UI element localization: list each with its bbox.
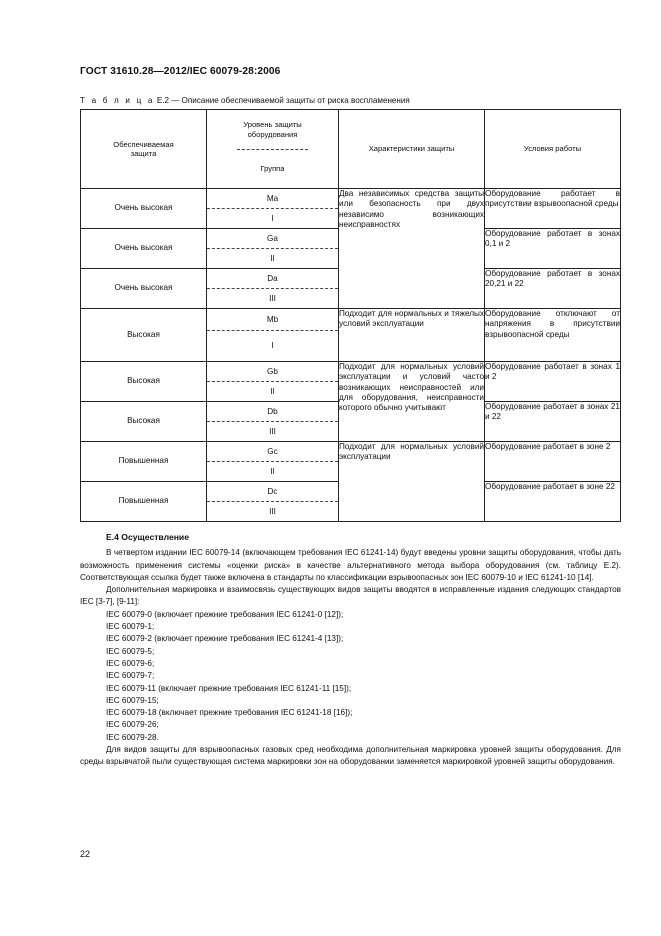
table-caption-text: Е.2 — Описание обеспечиваемой защиты от риска воспламенения bbox=[156, 96, 410, 105]
level-value: Gc bbox=[207, 442, 338, 462]
conditions-cell: Оборудование работает в зонах 1 и 2 bbox=[485, 362, 621, 402]
level-value: Ma bbox=[207, 189, 338, 209]
protection-cell: Высокая bbox=[81, 362, 207, 402]
header-level-group bbox=[207, 110, 339, 189]
conditions-cell: Оборудование работает в присутствии взрывоопасной среды bbox=[485, 189, 621, 229]
header-conditions: Условия работы bbox=[485, 110, 621, 189]
table-row bbox=[81, 309, 621, 362]
list-item: IEC 60079-26; bbox=[106, 720, 159, 730]
section-body bbox=[80, 531, 621, 769]
level-group-cell bbox=[207, 309, 339, 362]
group-value: II bbox=[270, 467, 275, 476]
conditions-cell: Оборудование работает в зонах 20,21 и 22 bbox=[485, 269, 621, 309]
list-item: IEC 60079-11 (включает прежние требования IEC 61241-11 [15]); bbox=[106, 683, 352, 693]
protection-cell: Повышенная bbox=[81, 442, 207, 482]
group-value: I bbox=[271, 341, 274, 350]
conditions-cell: Оборудование работает в зонах 21 и 22 bbox=[485, 402, 621, 442]
list-item: IEC 60079-1; bbox=[106, 622, 155, 632]
level-value: Ga bbox=[207, 229, 338, 249]
list-item: IEC 60079-2 (включает прежние требования IEC 61241-4 [13]); bbox=[106, 634, 344, 644]
list-item: IEC 60079-15; bbox=[106, 695, 159, 705]
group-value: II bbox=[270, 254, 275, 263]
level-value: Gb bbox=[207, 362, 338, 382]
document-header: ГОСТ 31610.28—2012/IEC 60079-28:2006 bbox=[80, 66, 281, 77]
level-value: Da bbox=[207, 269, 338, 289]
protection-table bbox=[80, 109, 621, 522]
conditions-cell: Оборудование работает в зоне 2 bbox=[485, 442, 621, 482]
protection-cell: Высокая bbox=[81, 309, 207, 362]
protection-cell: Повышенная bbox=[81, 482, 207, 522]
level-group-cell bbox=[207, 189, 339, 229]
paragraph: Дополнительная маркировка и взаимосвязь существующих видов защиты вводятся в исправленные издания следующих стандартов IEC [3-7], [9-11]: bbox=[80, 585, 621, 607]
characteristics-cell: Два независимых средства защиты или безопасность при двух независимо возникающих неисправностях bbox=[339, 189, 485, 309]
conditions-cell: Оборудование работает в зонах 0,1 и 2 bbox=[485, 229, 621, 269]
paragraph: В четвертом издании IEC 60079-14 (включающем требования IEC 61241-14) будут введены уровни защиты оборудования, чтобы дать возможность применения системы «оценки риска» в качестве альтернативного метода выбора оборудования (см. таблицу Е.2). Соответствующая ссылка будет также включена в стандарты по классификации взрывоопасных зон IEC 60079-10 и IEC 61241-10 [14]. bbox=[80, 548, 621, 582]
protection-cell: Очень высокая bbox=[81, 269, 207, 309]
list-item: IEC 60079-0 (включает прежние требования IEC 61241-0 [12]); bbox=[106, 609, 344, 619]
list-item: IEC 60079-18 (включает прежние требования IEC 61241-18 [16]); bbox=[106, 708, 353, 718]
level-group-cell bbox=[207, 442, 339, 482]
header-level: Уровень защиты оборудования bbox=[243, 120, 302, 139]
group-value: III bbox=[269, 427, 276, 436]
level-group-cell bbox=[207, 402, 339, 442]
level-group-cell bbox=[207, 362, 339, 402]
level-group-cell bbox=[207, 482, 339, 522]
group-value: I bbox=[271, 214, 274, 223]
header-characteristics: Характеристики защиты bbox=[339, 110, 485, 189]
characteristics-cell: Подходит для нормальных и тяжелых условий эксплуатации bbox=[339, 309, 485, 362]
group-value: II bbox=[270, 387, 275, 396]
header-group: Группа bbox=[260, 164, 285, 174]
page-number: 22 bbox=[80, 849, 91, 859]
level-value: Db bbox=[207, 402, 338, 422]
level-value: Dc bbox=[207, 482, 338, 502]
level-value: Mb bbox=[207, 309, 338, 331]
table-header-row bbox=[81, 110, 621, 189]
conditions-cell: Оборудование работает в зоне 22 bbox=[485, 482, 621, 522]
table-caption bbox=[80, 96, 410, 105]
protection-cell: Высокая bbox=[81, 402, 207, 442]
table-caption-prefix: Т а б л и ц а bbox=[80, 96, 155, 105]
header-protection: Обеспечиваемая защита bbox=[81, 110, 207, 189]
list-item: IEC 60079-6; bbox=[106, 658, 155, 668]
conditions-cell: Оборудование отключают от напряжения в присутствии взрывоопасной среды bbox=[485, 309, 621, 362]
characteristics-cell: Подходит для нормальных условий эксплуатации bbox=[339, 442, 485, 522]
table-row bbox=[81, 189, 621, 229]
list-item: IEC 60079-7; bbox=[106, 671, 155, 681]
list-item: IEC 60079-5; bbox=[106, 646, 155, 656]
paragraph: Для видов защиты для взрывоопасных газовых сред необходима дополнительная маркировка уровней защиты оборудования. Для среды взрывчатой пыли существующая система маркировки зон на оборудовании заменяется маркировкой уровней защиты оборудования. bbox=[80, 745, 621, 767]
level-group-cell bbox=[207, 229, 339, 269]
group-value: III bbox=[269, 294, 276, 303]
group-value: III bbox=[269, 507, 276, 516]
header-level-cell bbox=[237, 110, 308, 150]
table-row bbox=[81, 362, 621, 402]
table-row bbox=[81, 442, 621, 482]
section-title: Е.4 Осуществление bbox=[106, 532, 189, 542]
list-item: IEC 60079-28. bbox=[106, 732, 159, 742]
level-group-cell bbox=[207, 269, 339, 309]
protection-cell: Очень высокая bbox=[81, 189, 207, 229]
header-group-cell bbox=[207, 150, 338, 188]
protection-cell: Очень высокая bbox=[81, 229, 207, 269]
characteristics-cell: Подходит для нормальных условий эксплуатации и условий часто возникающих неисправностей или для оборудования, неисправности которого обычно учитывают bbox=[339, 362, 485, 442]
